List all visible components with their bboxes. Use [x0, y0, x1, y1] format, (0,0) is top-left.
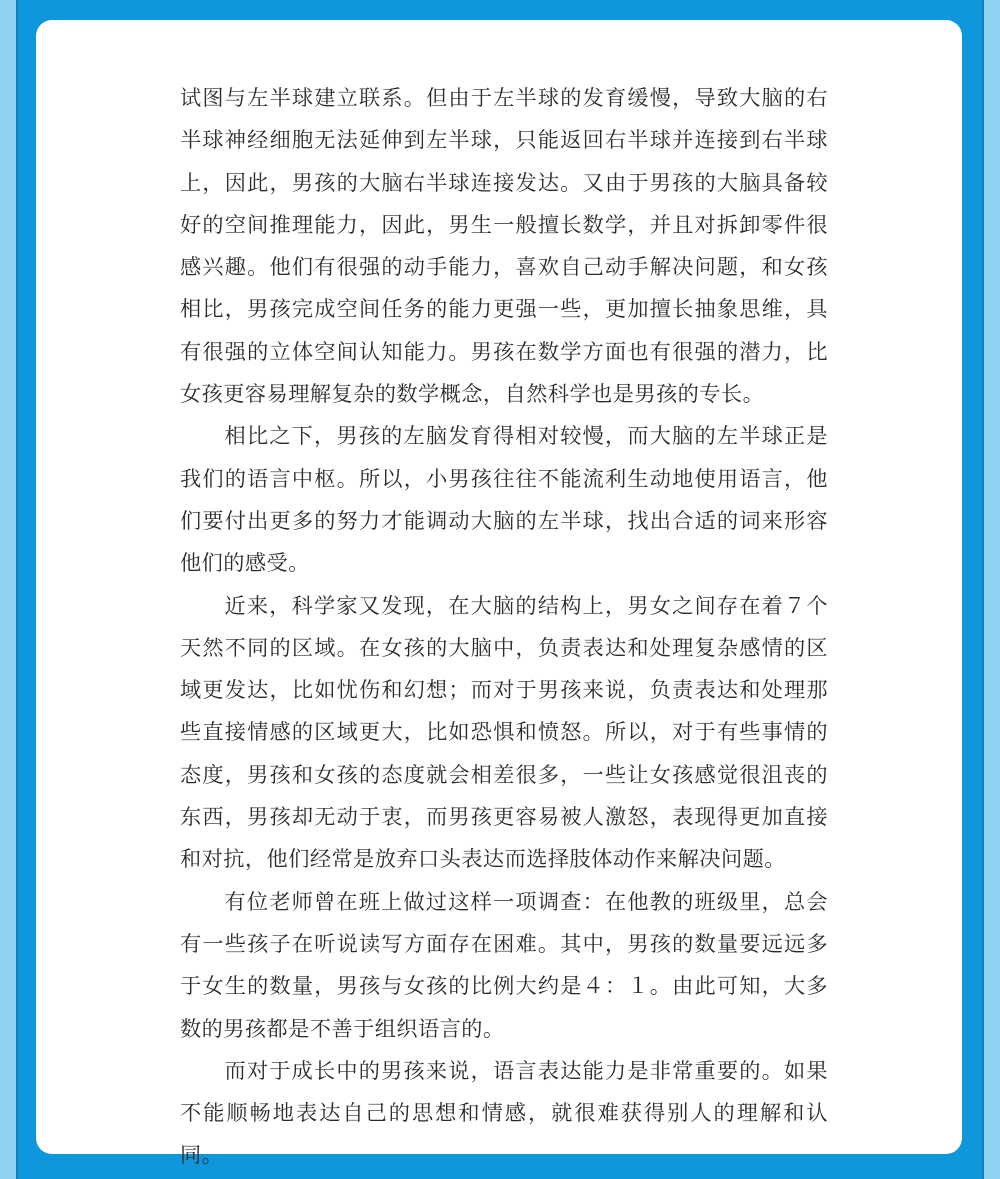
- paragraph-5: 而对于成长中的男孩来说，语言表达能力是非常重要的。如果不能顺畅地表达自己的思想和情感，就很难获得别人的理解和认同。: [180, 1057, 828, 1168]
- paragraph-2: 相比之下，男孩的左脑发育得相对较慢，而大脑的左半球正是我们的语言中枢。所以，小男孩往往不能流利生动地使用语言，他们要付出更多的努力才能调动大脑的左半球，找出合适的词来形容他们的感受。: [180, 423, 828, 576]
- paragraph-1: 试图与左半球建立联系。但由于左半球的发育缓慢，导致大脑的右半球神经细胞无法延伸到左半球，只能返回右半球并连接到右半球上，因此，男孩的大脑右半球连接发达。又由于男孩的大脑具备较好的空间推理能力，因此，男生一般擅长数学，并且对拆卸零件很感兴趣。他们有很强的动手能力，喜欢自己动手解决问题，和女孩相比，男孩完成空间任务的能力更强一些，更加擅长抽象思维，具有很强的立体空间认知能力。男孩在数学方面也有很强的潜力，比女孩更容易理解复杂的数学概念，自然科学也是男孩的专长。: [180, 85, 828, 407]
- text-card: [36, 20, 962, 1168]
- article-body: [180, 77, 828, 1177]
- frame-left-edge: [16, 0, 18, 1179]
- paragraph-3: 近来，科学家又发现，在大脑的结构上，男女之间存在着７个天然不同的区域。在女孩的大脑中，负责表达和处理复杂感情的区域更发达，比如忧伤和幻想；而对于男孩来说，负责表达和处理那些直接情感的区域更大，比如恐惧和愤怒。所以，对于有些事情的态度，男孩和女孩的态度就会相差很多，一些让女孩感觉很沮丧的东西，男孩却无动于衷，而男孩更容易被人激怒，表现得更加直接和对抗，他们经常是放弃口头表达而选择肢体动作来解决问题。: [180, 592, 828, 872]
- paragraph-4: 有位老师曾在班上做过这样一项调查：在他教的班级里，总会有一些孩子在听说读写方面存在困难。其中，男孩的数量要远远多于女生的数量，男孩与女孩的比例大约是４：１。由此可知，大多数的男孩都是不善于组织语言的。: [180, 888, 828, 1041]
- frame-right-edge: [982, 0, 984, 1179]
